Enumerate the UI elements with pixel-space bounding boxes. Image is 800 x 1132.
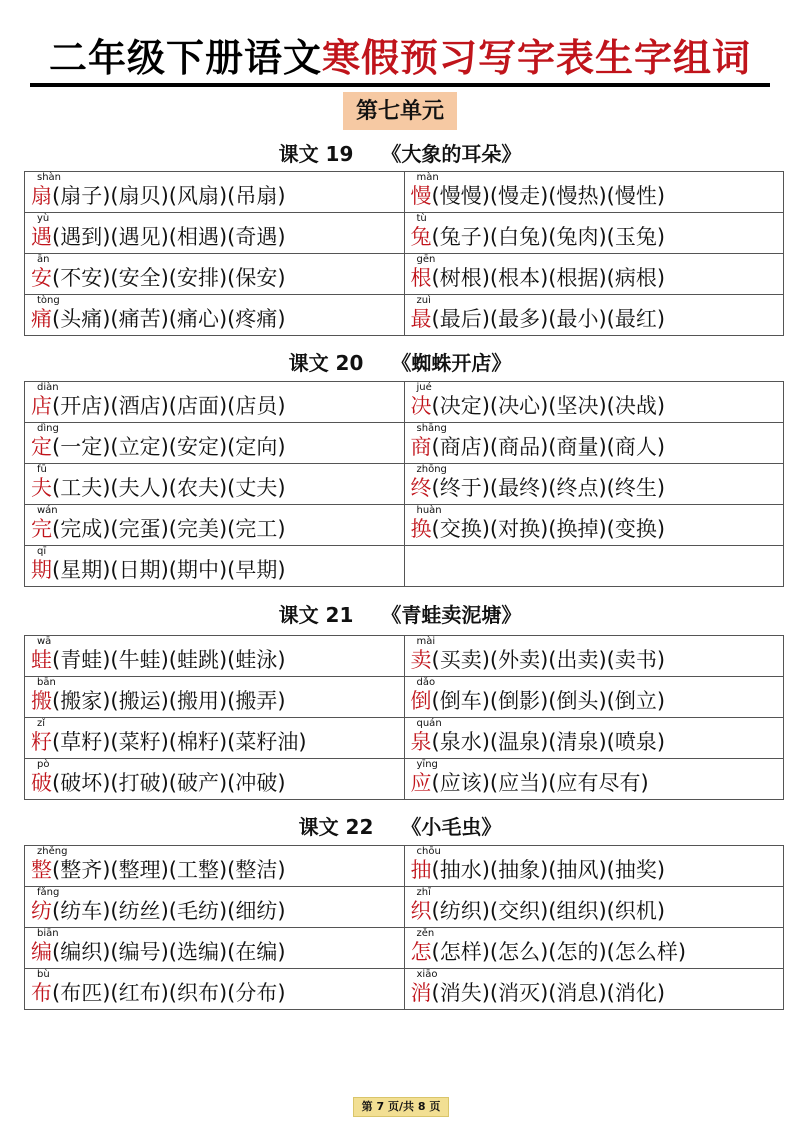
word-cell — [25, 718, 405, 759]
word-cell — [404, 636, 784, 677]
page-title — [24, 30, 776, 86]
pinyin: gēn — [416, 254, 436, 265]
character: 布 — [31, 981, 52, 1005]
word-cell — [404, 969, 784, 1010]
table-row — [25, 759, 784, 800]
lesson-number: 课文 19 — [278, 142, 354, 166]
character: 痛 — [31, 307, 52, 331]
character: 卖 — [410, 648, 432, 672]
pinyin: xiāo — [416, 969, 438, 980]
word-entry — [411, 476, 666, 500]
compound-words: (头痛)(痛苦)(痛心)(疼痛) — [52, 307, 286, 331]
word-entry — [411, 730, 666, 754]
word-cell — [25, 254, 405, 295]
pinyin: huàn — [416, 505, 442, 516]
character: 夫 — [31, 476, 52, 500]
table-row — [25, 172, 784, 213]
page-title-part1: 二年级下册语文 — [48, 35, 322, 80]
table-row — [25, 423, 784, 464]
lesson-table — [24, 635, 784, 800]
table-row — [25, 887, 784, 928]
pinyin: tù — [416, 213, 427, 224]
pinyin: màn — [416, 172, 439, 183]
word-entry — [31, 689, 286, 713]
pinyin: jué — [416, 382, 432, 393]
table-row — [25, 636, 784, 677]
table-row — [25, 846, 784, 887]
compound-words: (星期)(日期)(期中)(早期) — [52, 558, 286, 582]
character: 蛙 — [31, 648, 52, 672]
lesson-heading — [24, 348, 776, 378]
page-number-footer: 第 7 页/共 8 页 — [353, 1097, 449, 1117]
compound-words: (抽水)(抽象)(抽风)(抽奖) — [431, 858, 666, 882]
lesson-heading — [24, 139, 776, 169]
lesson-name: 《蜘蛛开店》 — [391, 351, 512, 375]
character: 泉 — [410, 730, 432, 754]
word-cell — [404, 505, 784, 546]
word-entry — [411, 858, 666, 882]
table-row — [25, 677, 784, 718]
word-cell — [25, 382, 405, 423]
word-cell — [25, 423, 405, 464]
compound-words: (终于)(最终)(终点)(终生) — [431, 476, 666, 500]
lesson-heading — [24, 600, 776, 630]
word-cell — [404, 172, 784, 213]
pinyin: tòng — [37, 295, 60, 306]
word-entry — [31, 981, 286, 1005]
pinyin: zhěng — [37, 846, 68, 857]
lesson-number: 课文 21 — [278, 603, 354, 627]
word-entry — [411, 940, 687, 964]
compound-words: (慢慢)(慢走)(慢热)(慢性) — [431, 184, 666, 208]
compound-words: (搬家)(搬运)(搬用)(搬弄) — [52, 689, 286, 713]
compound-words: (一定)(立定)(安定)(定向) — [52, 435, 286, 459]
word-entry — [31, 476, 286, 500]
pinyin: dǎo — [416, 677, 436, 688]
compound-words: (布匹)(红布)(织布)(分布) — [52, 981, 286, 1005]
character: 消 — [410, 981, 432, 1005]
lesson-name: 《小毛虫》 — [401, 815, 502, 839]
word-entry — [31, 266, 286, 290]
compound-words: (工夫)(夫人)(农夫)(丈夫) — [52, 476, 286, 500]
table-row — [25, 254, 784, 295]
compound-words: (商店)(商品)(商量)(商人) — [431, 435, 666, 459]
character: 搬 — [31, 689, 52, 713]
word-cell — [404, 887, 784, 928]
compound-words: (草籽)(菜籽)(棉籽)(菜籽油) — [52, 730, 307, 754]
pinyin: yù — [37, 213, 50, 224]
table-row — [25, 718, 784, 759]
compound-words: (纺车)(纺丝)(毛纺)(细纺) — [52, 899, 286, 923]
compound-words: (破坏)(打破)(破产)(冲破) — [52, 771, 286, 795]
compound-words: (兔子)(白兔)(兔肉)(玉兔) — [431, 225, 666, 249]
pinyin: zhī — [416, 887, 431, 898]
pinyin: zuì — [416, 295, 431, 306]
word-entry — [411, 394, 666, 418]
compound-words: (怎样)(怎么)(怎的)(怎么样) — [431, 940, 687, 964]
word-entry — [31, 307, 286, 331]
word-cell — [404, 382, 784, 423]
word-entry — [411, 266, 666, 290]
word-entry — [411, 517, 666, 541]
word-cell — [25, 677, 405, 718]
pinyin: quán — [416, 718, 442, 729]
character: 整 — [31, 858, 52, 882]
table-row — [25, 382, 784, 423]
word-cell — [25, 969, 405, 1010]
word-entry — [31, 940, 286, 964]
character: 应 — [410, 771, 432, 795]
word-entry — [31, 517, 286, 541]
character: 决 — [410, 394, 432, 418]
lesson-heading — [24, 812, 776, 842]
table-row — [25, 213, 784, 254]
word-entry — [31, 558, 286, 582]
compound-words: (整齐)(整理)(工整)(整洁) — [52, 858, 286, 882]
pinyin: bù — [37, 969, 50, 980]
word-entry — [411, 981, 666, 1005]
word-entry — [411, 771, 649, 795]
pinyin: mài — [416, 636, 436, 647]
character: 店 — [31, 394, 52, 418]
pinyin: bān — [37, 677, 56, 688]
character: 最 — [410, 307, 432, 331]
word-entry — [411, 184, 666, 208]
word-cell — [404, 928, 784, 969]
word-entry — [31, 771, 286, 795]
word-cell — [404, 546, 784, 587]
table-row — [25, 928, 784, 969]
word-cell — [404, 423, 784, 464]
character: 籽 — [31, 730, 52, 754]
pinyin: fū — [37, 464, 47, 475]
pinyin: biān — [37, 928, 59, 939]
character: 根 — [410, 266, 432, 290]
character: 纺 — [31, 899, 52, 923]
word-cell — [25, 636, 405, 677]
table-row — [25, 295, 784, 336]
word-entry — [31, 899, 286, 923]
character: 换 — [410, 517, 432, 541]
pinyin: yīng — [416, 759, 438, 770]
compound-words: (倒车)(倒影)(倒头)(倒立) — [431, 689, 666, 713]
word-entry — [411, 648, 666, 672]
character: 安 — [31, 266, 52, 290]
word-cell — [25, 546, 405, 587]
character: 倒 — [410, 689, 432, 713]
table-row — [25, 505, 784, 546]
compound-words: (青蛙)(牛蛙)(蛙跳)(蛙泳) — [52, 648, 286, 672]
word-entry — [31, 730, 307, 754]
character: 期 — [31, 558, 52, 582]
lesson-table — [24, 845, 784, 1010]
character: 兔 — [410, 225, 432, 249]
compound-words: (不安)(安全)(安排)(保安) — [52, 266, 286, 290]
pinyin: pò — [37, 759, 50, 770]
word-cell — [25, 928, 405, 969]
pinyin: dìng — [37, 423, 59, 434]
word-entry — [31, 648, 286, 672]
character: 抽 — [410, 858, 432, 882]
compound-words: (编织)(编号)(选编)(在编) — [52, 940, 286, 964]
title-underline — [30, 83, 770, 87]
word-cell — [404, 254, 784, 295]
compound-words: (泉水)(温泉)(清泉)(喷泉) — [431, 730, 666, 754]
pinyin: zǐ — [37, 718, 46, 729]
pinyin: shāng — [416, 423, 447, 434]
word-cell — [404, 464, 784, 505]
pinyin: ān — [37, 254, 50, 265]
word-cell — [25, 505, 405, 546]
word-entry — [411, 899, 666, 923]
character: 完 — [31, 517, 52, 541]
word-cell — [404, 718, 784, 759]
compound-words: (开店)(酒店)(店面)(店员) — [52, 394, 286, 418]
word-entry — [411, 435, 666, 459]
table-row — [25, 464, 784, 505]
compound-words: (买卖)(外卖)(出卖)(卖书) — [431, 648, 666, 672]
word-cell — [404, 677, 784, 718]
character: 怎 — [410, 940, 432, 964]
character: 扇 — [31, 184, 52, 208]
word-entry — [411, 307, 666, 331]
unit-badge: 第七单元 — [343, 92, 457, 130]
word-cell — [404, 846, 784, 887]
word-cell — [404, 759, 784, 800]
lesson-number: 课文 22 — [298, 815, 374, 839]
character: 织 — [410, 899, 432, 923]
word-cell — [25, 295, 405, 336]
word-entry — [411, 225, 666, 249]
pinyin: chōu — [416, 846, 441, 857]
word-cell — [404, 295, 784, 336]
pinyin: wán — [37, 505, 58, 516]
character: 终 — [410, 476, 432, 500]
character: 商 — [410, 435, 432, 459]
character: 遇 — [31, 225, 52, 249]
compound-words: (最后)(最多)(最小)(最红) — [431, 307, 666, 331]
word-cell — [25, 213, 405, 254]
lesson-table — [24, 171, 784, 336]
lesson-number: 课文 20 — [288, 351, 364, 375]
word-entry — [31, 394, 286, 418]
pinyin: qī — [37, 546, 47, 557]
pinyin: fǎng — [37, 887, 60, 898]
word-cell — [25, 887, 405, 928]
character: 定 — [31, 435, 52, 459]
compound-words: (应该)(应当)(应有尽有) — [431, 771, 649, 795]
pinyin: shàn — [37, 172, 62, 183]
compound-words: (纺织)(交织)(组织)(织机) — [431, 899, 666, 923]
page-title-part2: 寒假预习写字表生字组词 — [322, 35, 752, 80]
lesson-name: 《青蛙卖泥塘》 — [381, 603, 522, 627]
pinyin: diàn — [37, 382, 59, 393]
lesson-name: 《大象的耳朵》 — [381, 142, 522, 166]
word-entry — [31, 225, 286, 249]
compound-words: (决定)(决心)(坚决)(决战) — [431, 394, 666, 418]
word-entry — [31, 858, 286, 882]
table-row — [25, 969, 784, 1010]
word-cell — [404, 213, 784, 254]
word-cell — [25, 464, 405, 505]
compound-words: (交换)(对换)(换掉)(变换) — [431, 517, 666, 541]
word-entry — [411, 689, 666, 713]
character: 慢 — [410, 184, 432, 208]
character: 编 — [31, 940, 52, 964]
lesson-table — [24, 381, 784, 587]
word-entry — [31, 435, 286, 459]
word-entry — [31, 184, 286, 208]
word-cell — [25, 846, 405, 887]
pinyin: zěn — [416, 928, 435, 939]
compound-words: (完成)(完蛋)(完美)(完工) — [52, 517, 286, 541]
word-cell — [25, 172, 405, 213]
compound-words: (消失)(消灭)(消息)(消化) — [431, 981, 666, 1005]
word-cell — [25, 759, 405, 800]
compound-words: (遇到)(遇见)(相遇)(奇遇) — [52, 225, 286, 249]
character: 破 — [31, 771, 52, 795]
pinyin: zhōng — [416, 464, 447, 475]
pinyin: wā — [37, 636, 52, 647]
table-row — [25, 546, 784, 587]
compound-words: (扇子)(扇贝)(风扇)(吊扇) — [52, 184, 286, 208]
compound-words: (树根)(根本)(根据)(病根) — [431, 266, 666, 290]
